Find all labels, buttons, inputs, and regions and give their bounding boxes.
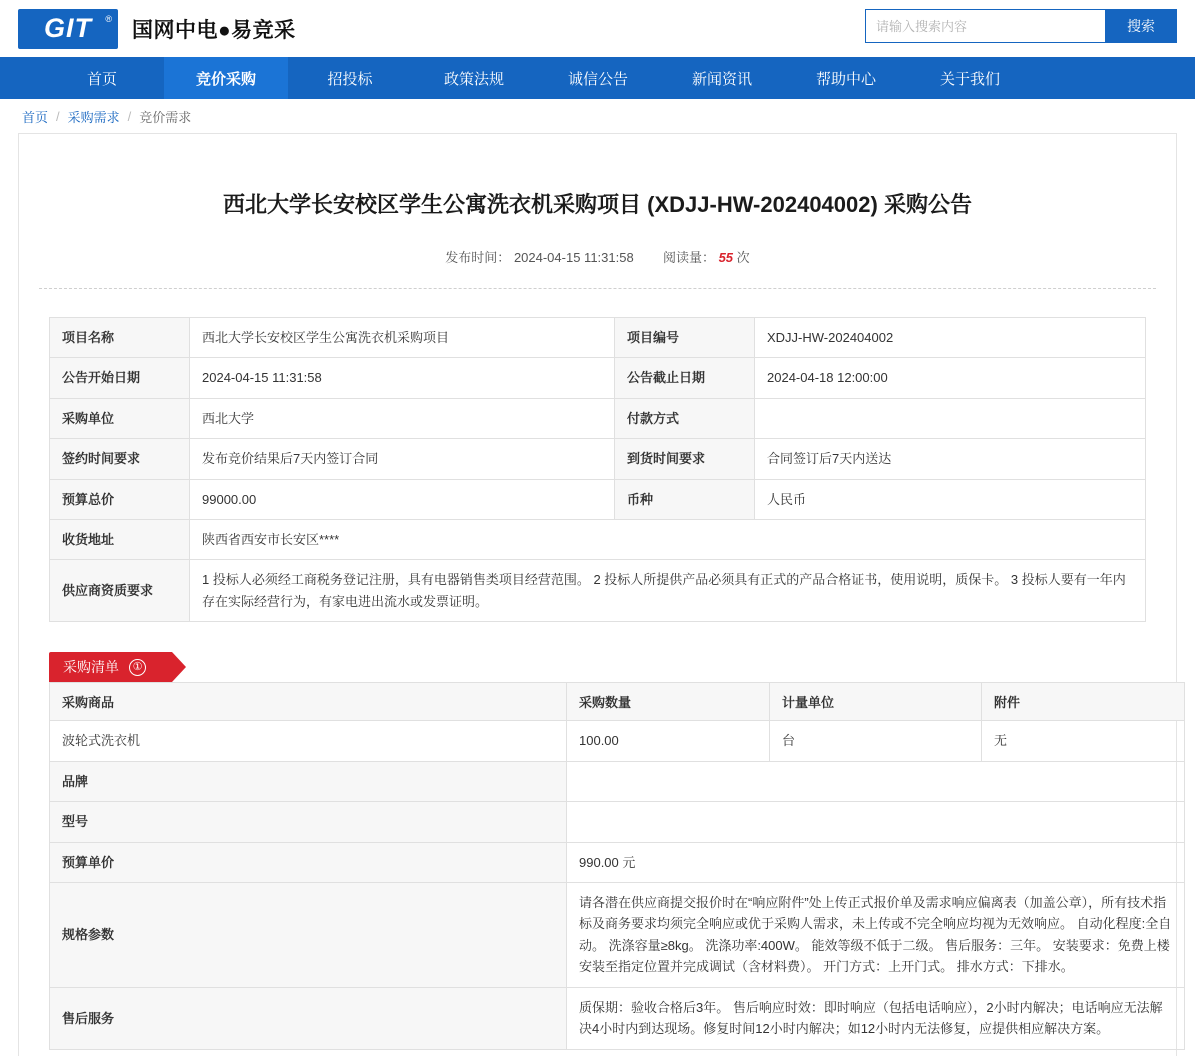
cell-goods-name: 波轮式洗衣机 bbox=[50, 721, 567, 761]
row-value-purchaser: 西北大学 bbox=[190, 398, 615, 438]
table-row bbox=[50, 761, 1185, 801]
table-row bbox=[50, 883, 1185, 988]
nav-item-credit-notice[interactable]: 诚信公告 bbox=[567, 70, 628, 88]
row-label-after-sales: 售后服务 bbox=[50, 987, 567, 1049]
breadcrumb-separator-1: / bbox=[56, 108, 60, 124]
breadcrumb-purchase-demand[interactable]: 采购需求 bbox=[67, 109, 120, 125]
row-value-project-code: XDJJ-HW-202404002 bbox=[755, 317, 1146, 357]
row-label-payment-method: 付款方式 bbox=[615, 398, 755, 438]
breadcrumb-home[interactable]: 首页 bbox=[22, 109, 49, 125]
table-header-row bbox=[50, 683, 1185, 721]
row-label-brand: 品牌 bbox=[50, 761, 567, 801]
row-label-currency: 币种 bbox=[615, 479, 755, 519]
purchase-list-table bbox=[49, 682, 1185, 1049]
table-row bbox=[50, 358, 1146, 398]
table-row bbox=[50, 721, 1185, 761]
row-label-qualification: 供应商资质要求 bbox=[50, 560, 190, 622]
row-label-end-date: 公告截止日期 bbox=[615, 358, 755, 398]
nav-item-about[interactable]: 关于我们 bbox=[939, 70, 1000, 88]
views-count: 55 bbox=[718, 249, 734, 265]
row-label-model: 型号 bbox=[50, 802, 567, 842]
row-value-brand bbox=[567, 761, 1185, 801]
table-row bbox=[50, 987, 1185, 1049]
main-nav bbox=[0, 57, 1195, 99]
breadcrumb bbox=[0, 99, 1195, 133]
tab-purchase-list-label: 采购清单 bbox=[63, 659, 119, 676]
row-label-address: 收货地址 bbox=[50, 519, 190, 559]
site-header bbox=[0, 0, 1195, 57]
brand-title: 国网中电●易竞采 bbox=[132, 18, 296, 42]
row-value-model bbox=[567, 802, 1185, 842]
table-row bbox=[50, 519, 1146, 559]
nav-item-home[interactable]: 首页 bbox=[86, 70, 117, 88]
table-row bbox=[50, 398, 1146, 438]
tab-purchase-list[interactable] bbox=[49, 652, 172, 682]
row-value-after-sales: 质保期：验收合格后3年。 售后响应时效：即时响应（包括电话响应），2小时内解决；电话响应无法解决4小时内到达现场。修复时间12小时内解决；如12小时内无法修复，应提供相应解决方案。 bbox=[567, 987, 1185, 1049]
row-value-currency: 人民币 bbox=[755, 479, 1146, 519]
row-value-spec: 请各潜在供应商提交报价时在“响应附件”处上传正式报价单及需求响应偏离表（加盖公章），所有技术指标及商务要求均须完全响应或优于采购人需求，未上传或不完全响应均视为无效响应。 自动化程度:全自动。 洗涤容量≥8kg。 洗涤功率:400W。 能效等级不低于二级。 售后服务：三年。 安装要求：免费上楼安装至指定位置并完成调试（含材料费）。 开门方式：上开门式。 排水方式：下排水。 bbox=[567, 883, 1185, 988]
search-button[interactable]: 搜索 bbox=[1105, 9, 1177, 43]
row-value-end-date: 2024-04-18 12:00:00 bbox=[755, 358, 1146, 398]
registered-mark-icon: ® bbox=[105, 13, 112, 24]
search-input[interactable] bbox=[865, 9, 1105, 43]
row-value-project-name: 西北大学长安校区学生公寓洗衣机采购项目 bbox=[190, 317, 615, 357]
purchase-list-header bbox=[49, 652, 1146, 682]
views-unit: 次 bbox=[736, 249, 750, 265]
page-title: 西北大学长安校区学生公寓洗衣机采购项目 (XDJJ-HW-202404002) 采购公告 bbox=[223, 192, 972, 217]
logo[interactable] bbox=[18, 9, 296, 49]
row-value-payment-method bbox=[755, 398, 1146, 438]
row-value-budget-total: 99000.00 bbox=[190, 479, 615, 519]
search-area bbox=[865, 9, 1177, 43]
column-header-attachment: 附件 bbox=[982, 683, 1185, 721]
nav-item-policy[interactable]: 政策法规 bbox=[443, 70, 504, 88]
table-row bbox=[50, 439, 1146, 479]
row-label-project-code: 项目编号 bbox=[615, 317, 755, 357]
row-value-sign-time: 发布竞价结果后7天内签订合同 bbox=[190, 439, 615, 479]
row-value-start-date: 2024-04-15 11:31:58 bbox=[190, 358, 615, 398]
tab-purchase-list-badge: ① bbox=[129, 659, 146, 676]
nav-item-bidding-purchase[interactable]: 竞价采购 bbox=[164, 57, 288, 99]
logo-box[interactable] bbox=[18, 9, 118, 49]
row-label-spec: 规格参数 bbox=[50, 883, 567, 988]
project-info-table bbox=[49, 317, 1146, 623]
cell-goods-attachment: 无 bbox=[982, 721, 1185, 761]
row-label-delivery-time: 到货时间要求 bbox=[615, 439, 755, 479]
row-label-project-name: 项目名称 bbox=[50, 317, 190, 357]
table-row bbox=[50, 317, 1146, 357]
logo-text: GIT bbox=[44, 13, 92, 43]
row-label-start-date: 公告开始日期 bbox=[50, 358, 190, 398]
nav-item-help[interactable]: 帮助中心 bbox=[815, 70, 876, 88]
row-value-unit-price: 990.00 元 bbox=[567, 842, 1185, 882]
table-row bbox=[50, 802, 1185, 842]
content-card bbox=[18, 133, 1177, 1056]
publish-time-value: 2024-04-15 11:31:58 bbox=[513, 249, 634, 265]
views-label: 阅读量： bbox=[662, 249, 715, 265]
breadcrumb-current: 竞价需求 bbox=[139, 109, 192, 125]
cell-goods-quantity: 100.00 bbox=[567, 721, 770, 761]
nav-item-tender[interactable]: 招投标 bbox=[327, 70, 373, 88]
table-row bbox=[50, 560, 1146, 622]
publish-time-label: 发布时间： bbox=[445, 249, 511, 265]
table-row bbox=[50, 842, 1185, 882]
breadcrumb-separator-2: / bbox=[127, 108, 132, 124]
notice-meta bbox=[19, 221, 1176, 288]
row-value-qualification: 1 投标人必须经工商税务登记注册，具有电器销售类项目经营范围。 2 投标人所提供产品必须具有正式的产品合格证书，使用说明，质保卡。 3 投标人要有一年内存在实际经营行为，有家电进出流水或发票证明。 bbox=[190, 560, 1146, 622]
column-header-quantity: 采购数量 bbox=[567, 683, 770, 721]
column-header-unit: 计量单位 bbox=[770, 683, 982, 721]
row-value-address: 陕西省西安市长安区**** bbox=[190, 519, 1146, 559]
row-label-budget-total: 预算总价 bbox=[50, 479, 190, 519]
column-header-goods: 采购商品 bbox=[50, 683, 567, 721]
divider bbox=[39, 288, 1156, 289]
row-label-sign-time: 签约时间要求 bbox=[50, 439, 190, 479]
row-label-purchaser: 采购单位 bbox=[50, 398, 190, 438]
row-value-delivery-time: 合同签订后7天内送达 bbox=[755, 439, 1146, 479]
table-row bbox=[50, 479, 1146, 519]
cell-goods-unit: 台 bbox=[770, 721, 982, 761]
row-label-unit-price: 预算单价 bbox=[50, 842, 567, 882]
nav-item-news[interactable]: 新闻资讯 bbox=[691, 70, 752, 88]
